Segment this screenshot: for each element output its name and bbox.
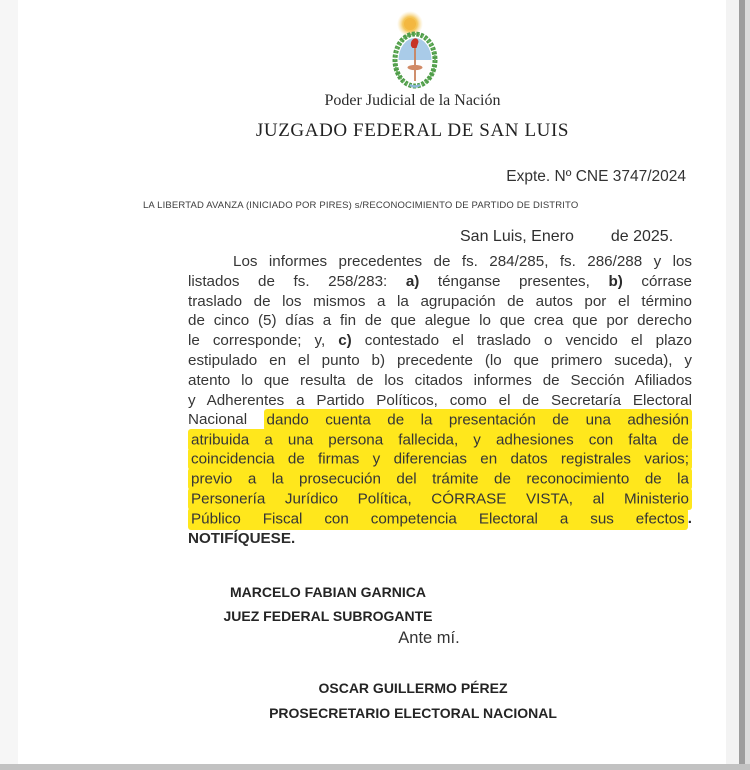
body-line bbox=[188, 331, 692, 351]
body-text: Nacional bbox=[188, 411, 264, 429]
body-line bbox=[188, 272, 692, 292]
highlighted-text: coincidencia de firmas y diferencias en datos registrales varios; bbox=[188, 448, 692, 470]
body-text: de cinco (5) días a fin de que alegue lo que crea que por derecho bbox=[188, 312, 692, 330]
body-line bbox=[188, 529, 692, 549]
expediente-number: Expte. Nº CNE 3747/2024 bbox=[506, 168, 686, 185]
date-line bbox=[460, 228, 673, 246]
highlighted-text: previo a la prosecución del trámite de reconocimiento de la bbox=[188, 468, 692, 490]
secretary-title: PROSECRETARIO ELECTORAL NACIONAL bbox=[269, 704, 557, 721]
body-line bbox=[188, 509, 692, 529]
bold-text: a) bbox=[405, 272, 420, 290]
highlighted-text: dando cuenta de la presentación de una adhesión bbox=[264, 409, 692, 431]
judge-title: JUEZ FEDERAL SUBROGANTE bbox=[223, 608, 433, 624]
page-edge-right bbox=[726, 0, 739, 770]
ante-mi-text: Ante mí. bbox=[398, 629, 460, 647]
case-caption: LA LIBERTAD AVANZA (INICIADO POR PIRES) s/RECONOCIMIENTO DE PARTIDO DE DISTRITO bbox=[143, 200, 579, 211]
body-line bbox=[188, 292, 692, 312]
body-line bbox=[188, 391, 692, 411]
body-line bbox=[188, 410, 692, 430]
body-text: contestado el traslado o vencido el plazo bbox=[351, 332, 692, 350]
judge-signature-block bbox=[178, 580, 478, 628]
date-place: San Luis, Enero bbox=[460, 228, 574, 245]
body-text: y Adherentes a Partido Políticos, como el de Secretaría Electoral bbox=[188, 391, 692, 409]
body-text: traslado de los mismos a la agrupación de autos por el término bbox=[188, 292, 692, 310]
secretary-name: OSCAR GUILLERMO PÉREZ bbox=[318, 680, 508, 696]
body-text: ténganse presentes, bbox=[419, 272, 609, 290]
body-line bbox=[188, 470, 692, 490]
decree-paragraph bbox=[188, 252, 692, 549]
highlighted-text: Personería Jurídico Política, CÓRRASE VISTA, al Ministerio bbox=[188, 488, 692, 510]
argentina-coat-of-arms-icon bbox=[385, 5, 445, 91]
body-text: estipulado en el punto b) precedente (lo que primero suceda), y bbox=[188, 351, 692, 369]
body-line bbox=[188, 252, 692, 272]
bold-text: . bbox=[687, 510, 692, 528]
bold-text: c) bbox=[338, 332, 352, 350]
body-line bbox=[188, 450, 692, 470]
page-edge-bottom bbox=[0, 764, 750, 770]
body-line bbox=[188, 490, 692, 510]
body-text: córrase bbox=[622, 272, 692, 290]
date-year: de 2025. bbox=[610, 228, 674, 245]
bold-text: b) bbox=[608, 272, 623, 290]
body-line bbox=[188, 371, 692, 391]
bold-text: NOTIFÍQUESE. bbox=[188, 530, 296, 548]
body-text: Los informes precedentes de fs. 284/285, fs. 286/288 y los bbox=[233, 253, 692, 270]
body-text: atento lo que resulta de los citados informes de Sección Afiliados bbox=[188, 371, 692, 389]
secretary-signature-block bbox=[263, 676, 563, 725]
body-text: le corresponde; y, bbox=[188, 332, 339, 350]
body-text: listados de fs. 258/283: bbox=[188, 272, 406, 290]
body-line bbox=[188, 351, 692, 371]
org-title: Poder Judicial de la Nación bbox=[324, 92, 501, 109]
highlighted-text: atribuida a una persona fallecida, y adhesiones con falta de bbox=[188, 429, 692, 451]
judge-name: MARCELO FABIAN GARNICA bbox=[230, 584, 426, 600]
page-edge-left bbox=[0, 0, 18, 770]
page-edge-right-sliver bbox=[745, 0, 750, 770]
highlighted-text: Público Fiscal con competencia Electoral a sus efectos bbox=[188, 508, 688, 530]
body-line bbox=[188, 430, 692, 450]
court-title: JUZGADO FEDERAL DE SAN LUIS bbox=[255, 120, 570, 141]
body-line bbox=[188, 311, 692, 331]
